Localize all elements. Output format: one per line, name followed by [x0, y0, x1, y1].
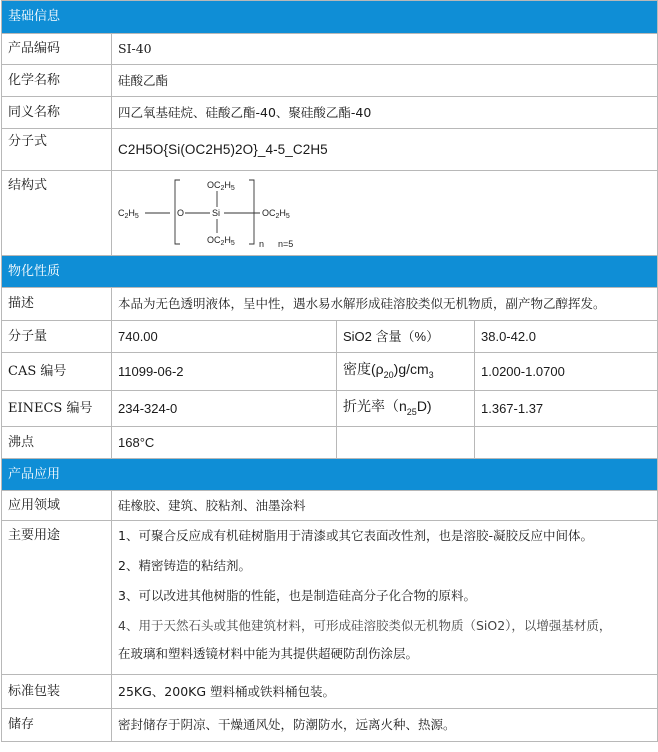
use-item: 3、可以改进其他树脂的性能，也是制造硅高分子化合物的原料。	[118, 588, 476, 603]
chem-name-value: 硅酸乙酯	[112, 65, 658, 97]
row-synonyms	[2, 97, 658, 129]
density-value: 1.0200-1.0700	[475, 353, 658, 391]
refractive-label-sub: 25	[406, 406, 417, 417]
density-label-sub: 20	[383, 369, 394, 380]
right-group-label: $OC_2H_5$	[262, 208, 290, 220]
top-group-label: $OC_2H_5$	[207, 180, 235, 192]
uses-label: 主要用途	[2, 521, 112, 675]
packaging-label: 标准包装	[2, 675, 112, 709]
refractive-label-post: D)	[416, 397, 432, 414]
chem-name-label: 化学名称	[2, 65, 112, 97]
use-item: 2、精密铸造的粘结剂。	[118, 558, 251, 573]
row-mol-weight	[2, 321, 658, 353]
cas-value: 11099-06-2	[112, 353, 337, 391]
use-item: 4、用于天然石头或其他建筑材料，可形成硅溶胶类似无机物质（SiO2），以增强基材质，	[118, 618, 612, 633]
row-structure	[2, 171, 658, 256]
row-storage	[2, 709, 658, 742]
refractive-label	[337, 391, 475, 427]
row-cas	[2, 353, 658, 391]
section-title-application: 产品应用	[2, 459, 658, 491]
boiling-empty-2	[475, 427, 658, 459]
boiling-value: 168°C	[112, 427, 337, 459]
uses-list	[112, 521, 658, 675]
product-code-label: 产品编码	[2, 34, 112, 65]
description-value: 本品为无色透明液体，呈中性，遇水易水解形成硅溶胶类似无机物质，副产物乙醇挥发。	[112, 288, 658, 321]
mol-weight-label: 分子量	[2, 321, 112, 353]
repeat-n-label: n	[259, 239, 265, 249]
density-label-post: )g/cm	[393, 360, 429, 377]
sio2-value: 38.0-42.0	[475, 321, 658, 353]
structure-label: 结构式	[2, 171, 112, 256]
field-value: 硅橡胶、建筑、胶粘剂、油墨涂料	[112, 491, 658, 521]
formula-label: 分子式	[2, 129, 112, 171]
sio2-label: SiO2 含量（%）	[337, 321, 475, 353]
storage-label: 储存	[2, 709, 112, 742]
section-title-physchem: 物化性质	[2, 256, 658, 288]
refractive-label-pre: 折光率（n	[343, 397, 407, 414]
formula-value: C2H5O{Si(OC2H5)2O}_4-5_C2H5	[112, 129, 658, 171]
einecs-label: EINECS 编号	[2, 391, 112, 427]
row-packaging	[2, 675, 658, 709]
synonyms-value: 四乙氧基硅烷、硅酸乙酯-40、聚硅酸乙酯-40	[112, 97, 658, 129]
cas-label: CAS 编号	[2, 353, 112, 391]
density-label	[337, 353, 475, 391]
density-label-pre: 密度(ρ	[343, 360, 384, 377]
field-label: 应用领域	[2, 491, 112, 521]
bottom-group-label: $OC_2H_5$	[207, 235, 235, 247]
row-boiling	[2, 427, 658, 459]
use-item: 1、可聚合反应成有机硅树脂用于清漆或其它表面改性剂，也是溶胶-凝胶反应中间体。	[118, 528, 593, 543]
storage-value: 密封储存于阴凉、干燥通风处，防潮防水，远离火种、热源。	[112, 709, 658, 742]
row-formula	[2, 129, 658, 171]
section-title-basic: 基础信息	[2, 1, 658, 34]
row-einecs	[2, 391, 658, 427]
section-application	[2, 459, 658, 491]
left-group-label: $C_2H_5$	[118, 208, 139, 220]
row-product-code	[2, 34, 658, 65]
row-field	[2, 491, 658, 521]
repeat-n-value: n=5	[278, 239, 294, 249]
boiling-label: 沸点	[2, 427, 112, 459]
right-bracket	[249, 180, 254, 244]
product-code-value: SI-40	[112, 34, 658, 65]
refractive-value: 1.367-1.37	[475, 391, 658, 427]
use-item-continued: 在玻璃和塑料透镜材料中能为其提供超硬防刮伤涂层。	[118, 646, 419, 661]
row-uses	[2, 521, 658, 675]
section-physchem	[2, 256, 658, 288]
structure-cell	[112, 171, 658, 256]
boiling-empty-1	[337, 427, 475, 459]
density-label-sub2: 3	[428, 369, 434, 380]
spec-table	[1, 0, 658, 742]
row-chem-name	[2, 65, 658, 97]
si-atom-label: Si	[212, 208, 221, 218]
description-label: 描述	[2, 288, 112, 321]
packaging-value: 25KG、200KG 塑料桶或铁料桶包装。	[112, 675, 658, 709]
einecs-value: 234-324-0	[112, 391, 337, 427]
o-atom-label: O	[177, 208, 185, 218]
row-description	[2, 288, 658, 321]
mol-weight-value: 740.00	[112, 321, 337, 353]
structural-formula	[112, 171, 652, 255]
synonyms-label: 同义名称	[2, 97, 112, 129]
section-basic	[2, 1, 658, 34]
